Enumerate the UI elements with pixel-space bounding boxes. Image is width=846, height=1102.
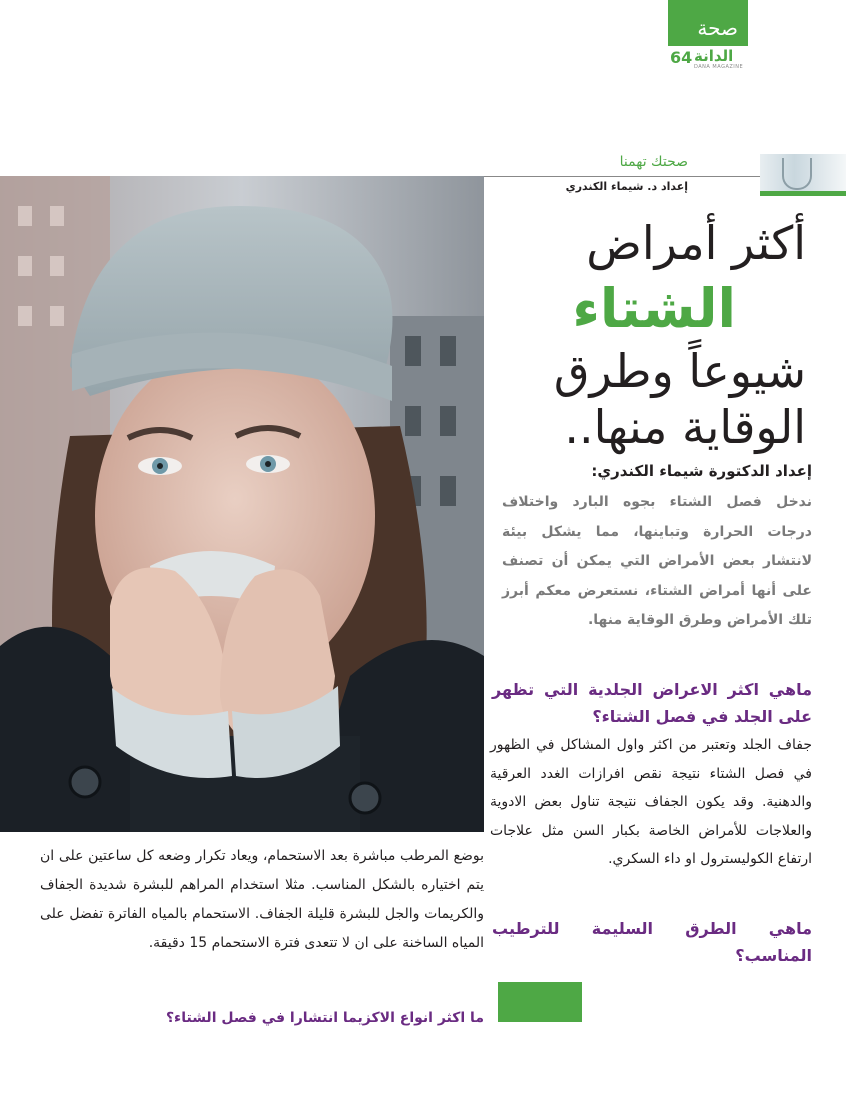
stethoscope-thumbnail	[760, 154, 846, 196]
byline: إعداد الدكتورة شيماء الكندري:	[591, 462, 812, 480]
page-tab	[668, 0, 748, 68]
stethoscope-icon	[782, 158, 812, 190]
author-line: إعداد د. شيماء الكندري	[565, 180, 688, 193]
magazine-logo-subtext: DANA MAGAZINE	[694, 64, 744, 70]
thumbnail-green-bar	[760, 191, 846, 196]
section-label: صحتك تهمنا	[619, 154, 688, 170]
title-line-2-highlight: الشتاء	[572, 277, 736, 340]
left-column-paragraph: بوضع المرطب مباشرة بعد الاستحمام، ويعاد تكرار وضعه كل ساعتين على ان يتم اختياره بالشكل المناسب. مثلا استخدام المراهم للبشرة شديدة الجفاف والكريمات والجل للبشرة قليلة الجفاف. الاستحمام بالمياه الفاترة تفضل على المياه الساخنة على ان لا تتعدى فترة الاستحمام 15 دقيقة.	[40, 848, 484, 951]
section-tab-label: صحة	[697, 16, 738, 40]
title-line-3: شيوعاً وطرق	[553, 344, 806, 398]
question-2: ماهي الطرق السليمة للترطيب المناسب؟	[492, 919, 812, 965]
woman-winter-photo	[0, 176, 484, 832]
intro-paragraph: ندخل فصل الشتاء بجوه البارد واختلاف درجات الحرارة وتباينها، مما يشكل بيئة لانتشار بعض الأمراض التي يمكن أن تصنف على أنها أمراض الشتاء، نستعرض معكم أبرز تلك الأمراض وطرق الوقاية منها.	[502, 494, 812, 628]
page-number: 64	[670, 48, 693, 67]
title-line-4: الوقاية منها..	[564, 400, 806, 454]
question-1: ماهي اكثر الاعراض الجلدية التي تظهر على الجلد في فصل الشتاء؟	[492, 680, 812, 726]
question-3: ما اكثر انواع الاكزيما انتشارا في فصل الشتاء؟	[165, 1010, 484, 1026]
green-accent-bar	[498, 982, 582, 1022]
article-title	[486, 216, 806, 460]
title-line-1: أكثر أمراض	[586, 216, 806, 270]
magazine-logo: الدانة	[694, 47, 734, 65]
answer-1: جفاف الجلد وتعتبر من اكثر واول المشاكل في الظهور في فصل الشتاء نتيجة نقص افرازات الغدد العرقية والدهنية. وقد يكون الجفاف نتيجة تناول بعض الادوية والعلاجات للأمراض الخاصة بكبار السن مثل علاجات ارتفاع الكوليسترول او داء السكري.	[490, 737, 812, 867]
